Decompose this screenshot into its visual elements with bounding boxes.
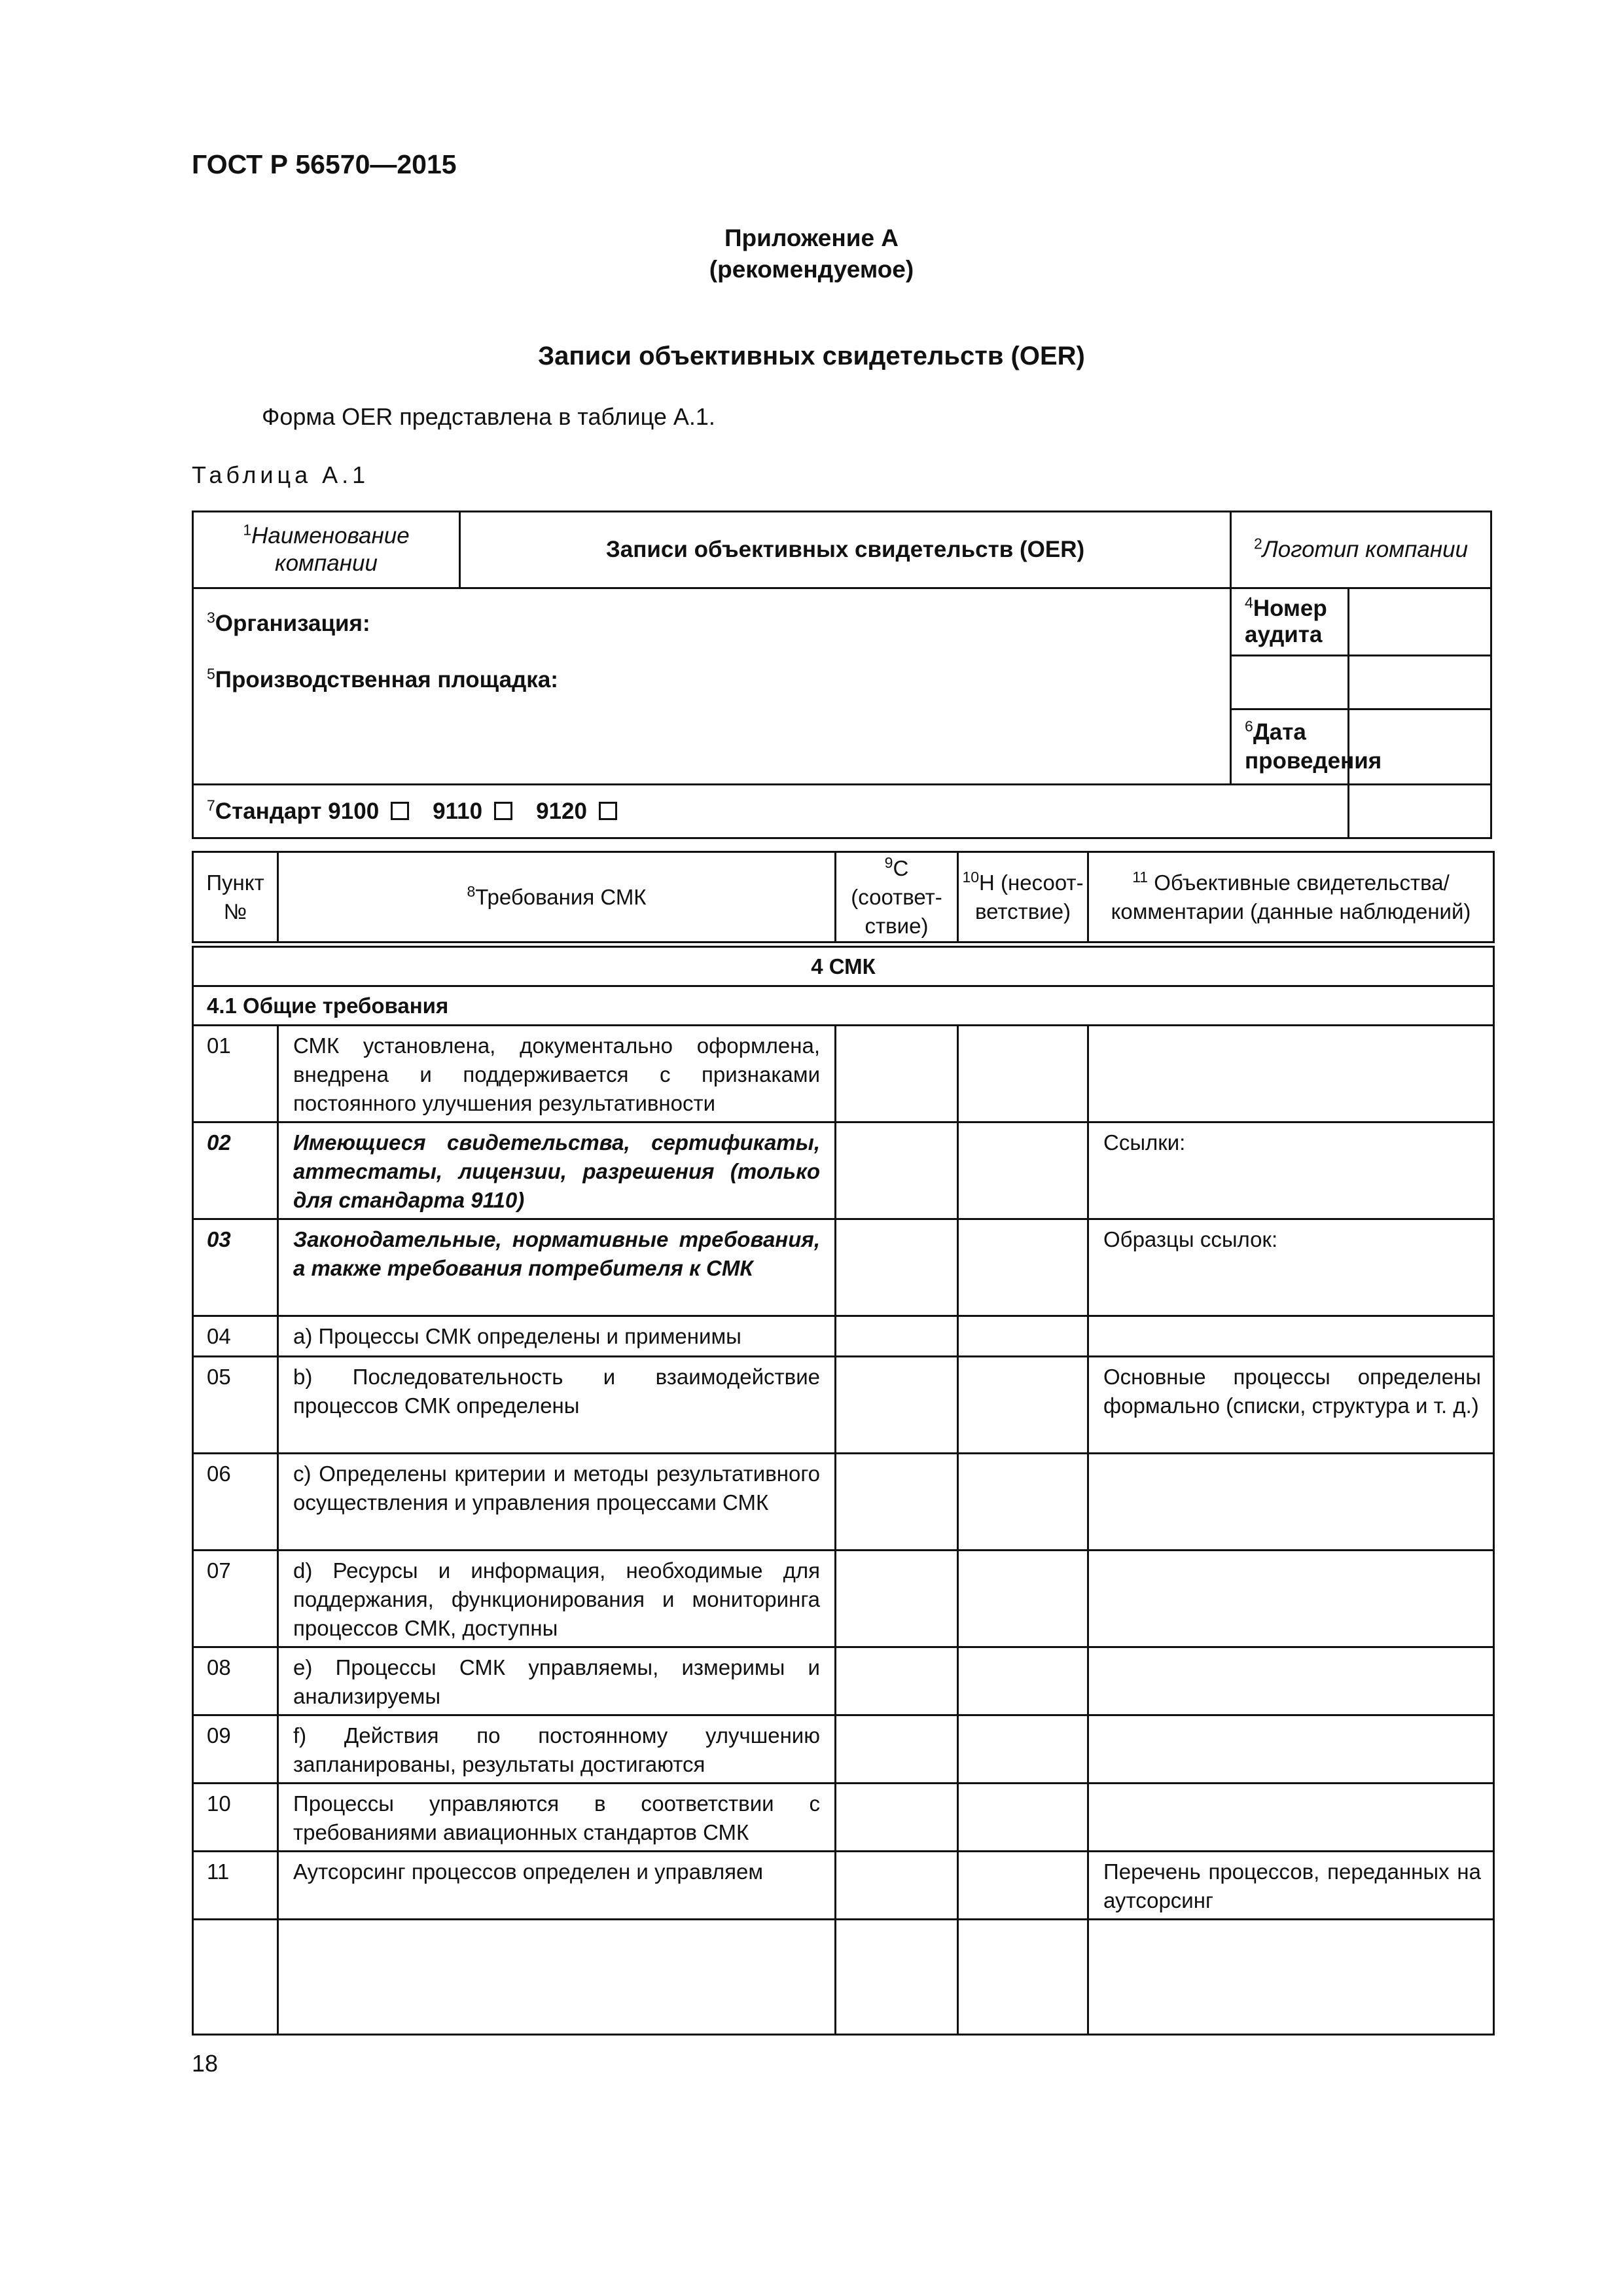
row-number: 02 [193, 1122, 278, 1219]
table-row [193, 1454, 1494, 1551]
requirement-text: Имеющиеся свидетельства, сертификаты, аттестаты, лицензии, разрешения (только для стандарта 9110) [278, 1122, 836, 1219]
standard-label: Стандарт [215, 798, 322, 824]
requirement-text: a) Процессы СМК определены и применимы [278, 1316, 836, 1357]
row-number: 01 [193, 1026, 278, 1122]
col-evidence: $^{11}$ Объективные свидетельства/ комментарии (данные наблюдений) [1088, 852, 1494, 942]
row-number: 03 [193, 1219, 278, 1316]
nonconformity-cell[interactable] [958, 1551, 1088, 1647]
requirement-text: f) Действия по постоянному улучшению запланированы, результаты достигаются [278, 1715, 836, 1784]
col-nonconformity: $^{10}$Н (несоот-ветствие) [958, 852, 1088, 942]
evidence-cell[interactable]: Основные процессы определены формально (списки, структура и т. д.) [1088, 1357, 1494, 1454]
checkbox-icon[interactable] [599, 802, 617, 820]
nonconformity-cell[interactable] [958, 1316, 1088, 1357]
nonconformity-cell[interactable] [958, 1026, 1088, 1122]
evidence-cell[interactable] [1088, 1715, 1494, 1784]
requirement-text: e) Процессы СМК управляемы, измеримы и анализируемы [278, 1647, 836, 1715]
company-logo-cell: $^2$Логотип компании [1231, 512, 1491, 588]
nonconformity-cell[interactable] [958, 1920, 1088, 2035]
evidence-cell[interactable] [1088, 1920, 1494, 2035]
form-title: Записи объективных свидетельств (OER) [605, 537, 1085, 562]
requirement-text: b) Последовательность и взаимодействие процессов СМК определены [278, 1357, 836, 1454]
divider [193, 942, 1494, 947]
conformity-cell[interactable] [836, 1357, 958, 1454]
conformity-cell[interactable] [836, 1784, 958, 1852]
nonconformity-cell[interactable] [958, 1454, 1088, 1551]
row-number: 04 [193, 1316, 278, 1357]
evidence-cell[interactable] [1088, 1454, 1494, 1551]
row-number: 06 [193, 1454, 278, 1551]
table-header-row [193, 852, 1494, 942]
production-site-field[interactable]: $^5$Производственная площадка: [207, 665, 558, 692]
table-row [193, 1122, 1494, 1219]
nonconformity-cell[interactable] [958, 1122, 1088, 1219]
requirement-text: Аутсорсинг процессов определен и управляем [278, 1852, 836, 1920]
requirement-text: Законодательные, нормативные требования, а также требования потребителя к СМК [278, 1219, 836, 1316]
subsection-heading: 4.1 Общие требования [193, 986, 1494, 1026]
blank-cell[interactable] [1349, 656, 1491, 709]
row-number: 11 [193, 1852, 278, 1920]
evidence-cell[interactable] [1088, 1026, 1494, 1122]
checkbox-icon[interactable] [494, 802, 512, 820]
row-number: 09 [193, 1715, 278, 1784]
row-number: 08 [193, 1647, 278, 1715]
document-title: Записи объективных свидетельств (OER) [538, 342, 1085, 370]
nonconformity-cell[interactable] [958, 1852, 1088, 1920]
conformity-cell[interactable] [836, 1122, 958, 1219]
row-number: 07 [193, 1551, 278, 1647]
nonconformity-cell[interactable] [958, 1784, 1088, 1852]
row-number: 05 [193, 1357, 278, 1454]
standard-option-9110: 9110 [433, 798, 483, 824]
conformity-cell[interactable] [836, 1454, 958, 1551]
table-row [193, 1357, 1494, 1454]
table-row [193, 1784, 1494, 1852]
audit-number-label: Номер аудита [1245, 596, 1327, 647]
organization-site-cell [193, 588, 1231, 785]
table-row [193, 1316, 1494, 1357]
audit-number-label-cell: $^4$Номер аудита [1231, 588, 1349, 656]
table-row [193, 1647, 1494, 1715]
evidence-cell[interactable] [1088, 1316, 1494, 1357]
audit-date-label-cell: $^6$Дата проведения [1231, 709, 1349, 785]
table-row [193, 1026, 1494, 1122]
col-conformity: $^9$С (соответ-ствие) [836, 852, 958, 942]
table-row [193, 1219, 1494, 1316]
annex-title: Приложение А [724, 224, 899, 251]
company-name-cell: $^1$Наименование компании [193, 512, 460, 588]
conformity-cell[interactable] [836, 1715, 958, 1784]
page-number: 18 [192, 2050, 219, 2077]
production-site-label: Производственная площадка: [215, 667, 558, 692]
table-row [193, 1715, 1494, 1784]
evidence-cell[interactable] [1088, 1551, 1494, 1647]
form-title-cell [460, 512, 1231, 588]
requirement-text: d) Ресурсы и информация, необходимые для поддержания, функционирования и мониторинга процессов СМК, доступны [278, 1551, 836, 1647]
requirement-text: c) Определены критерии и методы результативного осуществления и управления процессами СМК [278, 1454, 836, 1551]
evidence-cell[interactable] [1088, 1647, 1494, 1715]
organization-label: Организация: [215, 611, 370, 636]
nonconformity-cell[interactable] [958, 1647, 1088, 1715]
annex-heading [0, 223, 1623, 285]
row-number: 10 [193, 1784, 278, 1852]
section-heading: 4 СМК [193, 947, 1494, 986]
standard-option-9120: 9120 [536, 798, 587, 824]
document-code: ГОСТ Р 56570—2015 [192, 149, 457, 179]
evidence-cell[interactable]: Образцы ссылок: [1088, 1219, 1494, 1316]
requirement-text [278, 1920, 836, 2035]
table-caption: Таблица А.1 [192, 461, 370, 488]
nonconformity-cell[interactable] [958, 1219, 1088, 1316]
requirement-text: Процессы управляются в соответствии с требованиями авиационных стандартов СМК [278, 1784, 836, 1852]
intro-text: Форма OER представлена в таблице А.1. [262, 403, 715, 430]
conformity-cell[interactable] [836, 1920, 958, 2035]
col-item: Пункт № [193, 852, 278, 942]
evidence-cell[interactable] [1088, 1784, 1494, 1852]
conformity-cell[interactable] [836, 1316, 958, 1357]
company-name-label: Наименование компании [251, 523, 410, 576]
oer-header-table [192, 511, 1492, 839]
conformity-cell[interactable] [836, 1551, 958, 1647]
company-logo-label: Логотип компании [1262, 537, 1469, 562]
conformity-cell[interactable] [836, 1852, 958, 1920]
standard-option-9100: 9100 [328, 798, 380, 824]
checkbox-icon[interactable] [391, 802, 409, 820]
audit-date-label: Дата проведения [1245, 719, 1382, 774]
evidence-cell[interactable]: Перечень процессов, переданных на аутсорсинг [1088, 1852, 1494, 1920]
nonconformity-cell[interactable] [958, 1715, 1088, 1784]
nonconformity-cell[interactable] [958, 1357, 1088, 1454]
annex-status: (рекомендуемое) [709, 256, 914, 283]
standard-value[interactable] [1349, 785, 1491, 838]
conformity-cell[interactable] [836, 1026, 958, 1122]
standard-cell: $^7$Стандарт 9100 9110 9120 [193, 785, 1349, 838]
conformity-cell[interactable] [836, 1647, 958, 1715]
table-row [193, 1551, 1494, 1647]
evidence-cell[interactable]: Ссылки: [1088, 1122, 1494, 1219]
conformity-cell[interactable] [836, 1219, 958, 1316]
audit-number-value[interactable] [1349, 588, 1491, 656]
table-row [193, 1920, 1494, 2035]
organization-field[interactable]: $^3$Организация: [207, 609, 370, 636]
requirements-table [192, 851, 1495, 2036]
blank-cell[interactable] [1231, 656, 1349, 709]
requirement-text: СМК установлена, документально оформлена, внедрена и поддерживается с признаками постоянного улучшения результативности [278, 1026, 836, 1122]
col-requirements: $^8$Требования СМК [278, 852, 836, 942]
table-row [193, 1852, 1494, 1920]
row-number [193, 1920, 278, 2035]
